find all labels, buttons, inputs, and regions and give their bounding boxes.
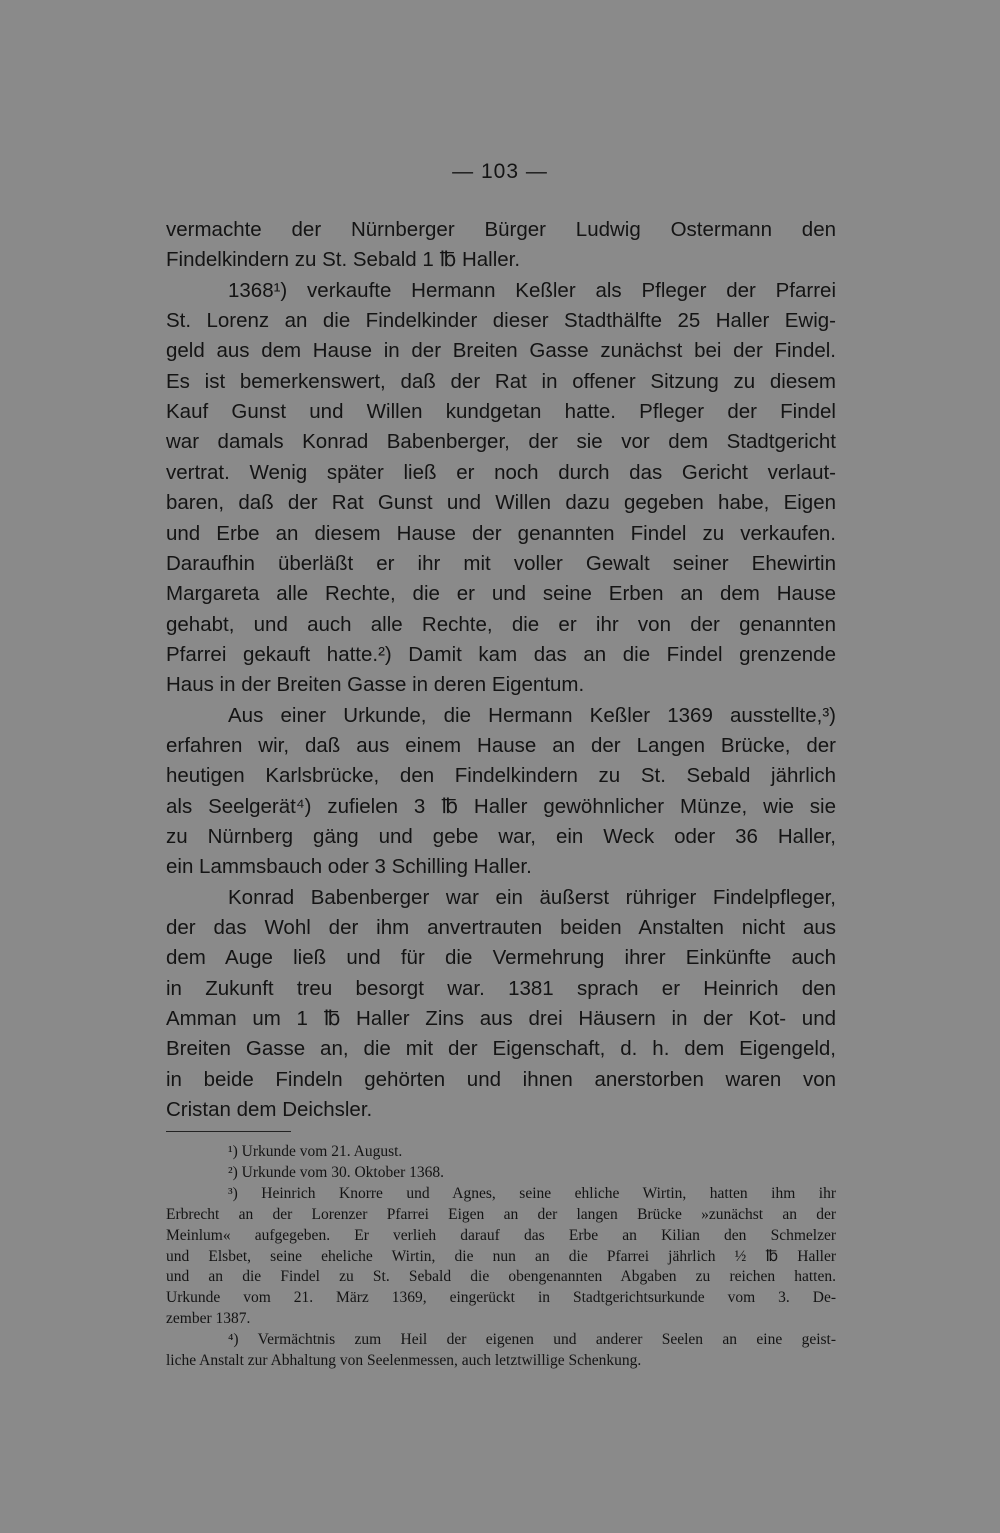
footnote-line: Erbrecht an der Lorenzer Pfarrei Eigen an der langen Brücke »zunächst an der	[166, 1205, 836, 1223]
footnote-line: ¹) Urkunde vom 21. August.	[228, 1143, 403, 1160]
body-line: war damals Konrad Babenberger, der sie vor dem Stadtgericht	[166, 430, 836, 454]
body-line: St. Lorenz an die Findelkinder dieser Stadthälfte 25 Haller Ewig-	[166, 309, 836, 333]
footnote-line: liche Anstalt zur Abhaltung von Seelenmessen, auch letztwillige Schenkung.	[166, 1352, 642, 1369]
footnote-line: ²) Urkunde vom 30. Oktober 1368.	[228, 1163, 445, 1181]
footnote-separator	[166, 1131, 291, 1132]
page-number: — 103 —	[452, 160, 548, 183]
body-line: als Seelgerät⁴) zufielen 3 ℔ Haller gewöhnlicher Münze, wie sie	[166, 794, 836, 818]
footnote-line: Urkunde vom 21. März 1369, eingerückt in Stadtgerichtsurkunde vom 3. De-	[166, 1289, 836, 1307]
body-line: der das Wohl der ihm anvertrauten beiden Anstalten nicht aus	[166, 916, 836, 940]
footnote-line: und Elsbet, seine eheliche Wirtin, die nun an die Pfarrei jährlich ½ ℔ Haller	[166, 1247, 836, 1265]
body-line: Daraufhin überläßt er ihr mit voller Gewalt seiner Ehewirtin	[166, 551, 836, 575]
body-line: Kauf Gunst und Willen kundgetan hatte. Pfleger der Findel	[166, 400, 836, 424]
body-line: Konrad Babenberger war ein äußerst rühriger Findelpfleger,	[228, 885, 836, 909]
footnote-line: Meinlum« aufgegeben. Er verlieh darauf das Erbe an Kilian den Schmelzer	[166, 1226, 836, 1244]
body-line: Aus einer Urkunde, die Hermann Keßler 1369 ausstellte,³)	[228, 703, 836, 727]
body-line: Findelkindern zu St. Sebald 1 ℔ Haller.	[166, 248, 521, 272]
body-line: Pfarrei gekauft hatte.²) Damit kam das an die Findel grenzende	[166, 642, 836, 666]
body-line: 1368¹) verkaufte Hermann Keßler als Pfleger der Pfarrei	[228, 278, 836, 302]
footnote-line: und an die Findel zu St. Sebald die obengenannten Abgaben zu reichen hatten.	[166, 1268, 836, 1286]
body-line: heutigen Karlsbrücke, den Findelkindern zu St. Sebald jährlich	[166, 764, 836, 788]
footnote-line: ⁴) Vermächtnis zum Heil der eigenen und anderer Seelen an eine geist-	[228, 1331, 836, 1349]
body-line: Amman um 1 ℔ Haller Zins aus drei Häusern in der Kot- und	[166, 1007, 836, 1031]
body-line: gehabt, und auch alle Rechte, die er ihr von der genannten	[166, 612, 836, 636]
body-line: ein Lammsbauch oder 3 Schilling Haller.	[166, 855, 532, 879]
body-line: zu Nürnberg gäng und gebe war, ein Weck oder 36 Haller,	[166, 825, 836, 848]
body-line: Breiten Gasse an, die mit der Eigenschaft, d. h. dem Eigengeld,	[166, 1037, 836, 1061]
body-line: vermachte der Nürnberger Bürger Ludwig Ostermann den	[166, 218, 836, 241]
body-line: erfahren wir, daß aus einem Hause an der Langen Brücke, der	[166, 733, 836, 757]
body-line: in Zukunft treu besorgt war. 1381 sprach er Heinrich den	[166, 976, 836, 1000]
body-line: baren, daß der Rat Gunst und Willen dazu gegeben habe, Eigen	[166, 491, 836, 515]
body-line: Cristan dem Deichsler.	[166, 1098, 373, 1122]
footnote-line: ³) Heinrich Knorre und Agnes, seine ehliche Wirtin, hatten ihm ihr	[228, 1184, 836, 1202]
body-line: Margareta alle Rechte, die er und seine Erben an dem Hause	[166, 582, 836, 606]
body-line: und Erbe an diesem Hause der genannten Findel zu verkaufen.	[166, 521, 836, 545]
body-line: in beide Findeln gehörten und ihnen anerstorben waren von	[166, 1067, 836, 1091]
body-line: geld aus dem Hause in der Breiten Gasse zunächst bei der Findel.	[166, 339, 836, 363]
body-line: dem Auge ließ und für die Vermehrung ihrer Einkünfte auch	[166, 946, 836, 970]
body-line: vertrat. Wenig später ließ er noch durch das Gericht verlaut-	[166, 460, 836, 484]
body-line: Es ist bemerkenswert, daß der Rat in offener Sitzung zu diesem	[166, 369, 836, 393]
body-line: Haus in der Breiten Gasse in deren Eigentum.	[166, 673, 585, 697]
footnote-line: zember 1387.	[166, 1310, 251, 1328]
